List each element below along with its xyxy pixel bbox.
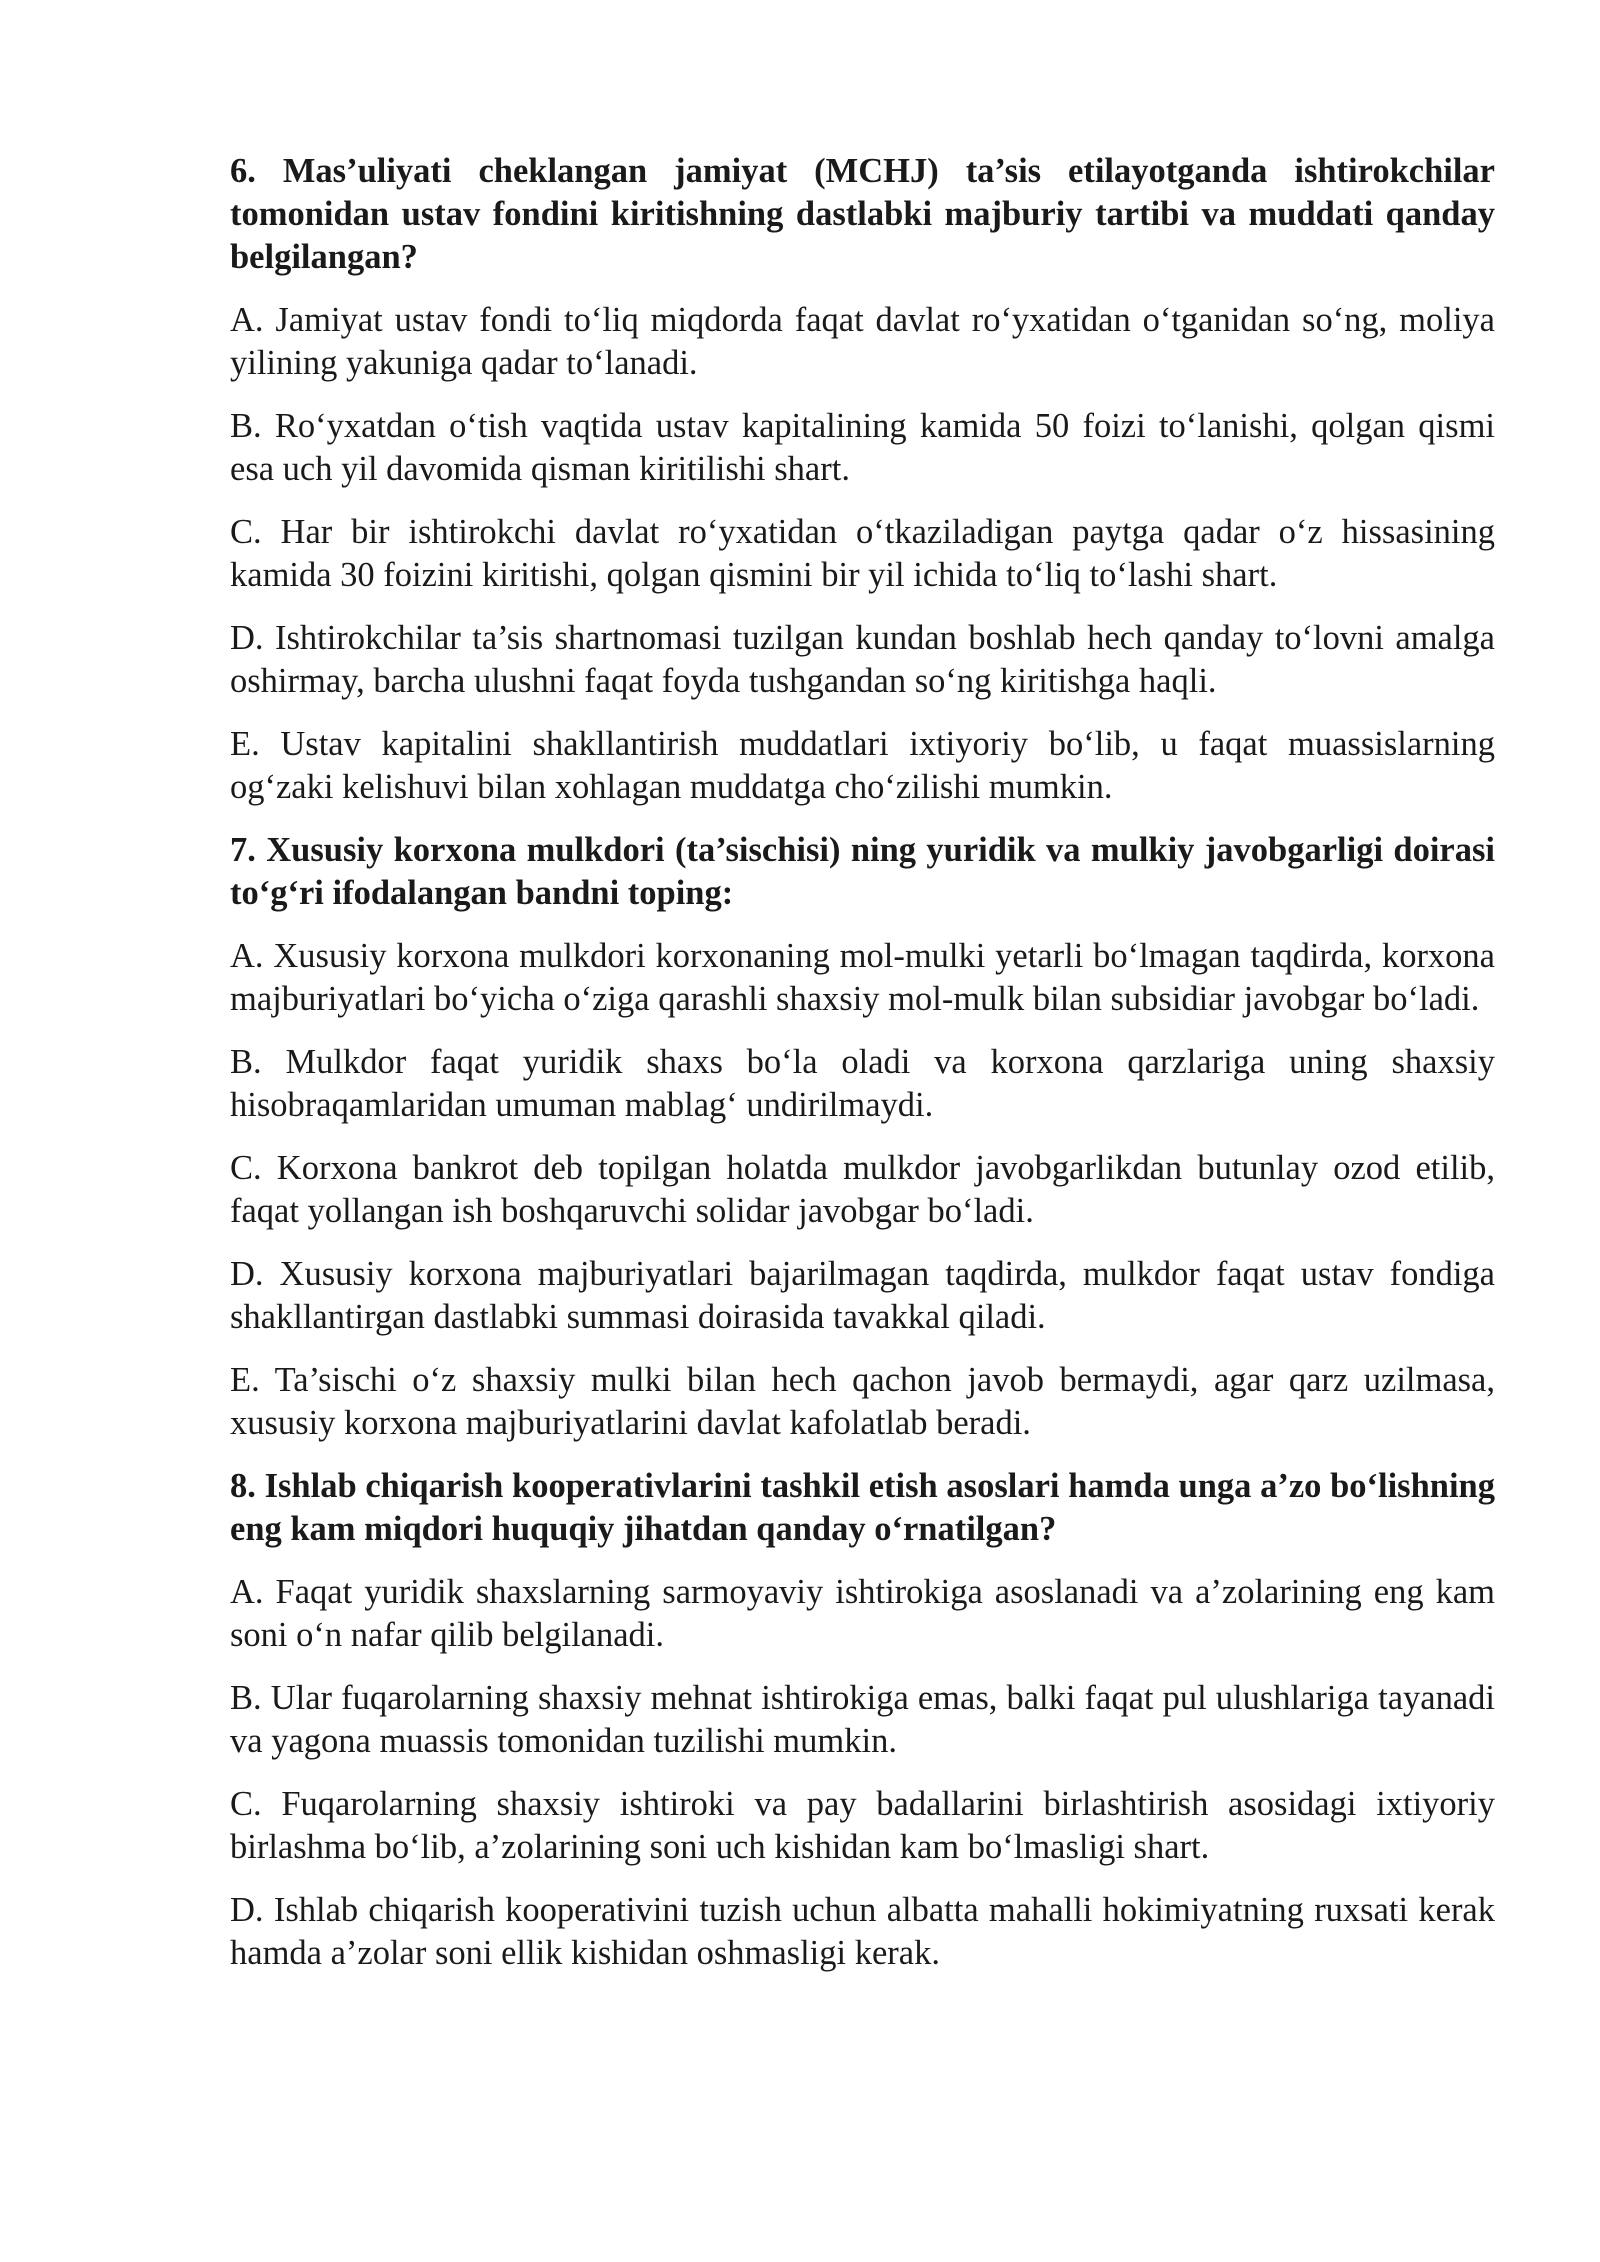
question-7-option-b: B. Mulkdor faqat yuridik shaxs bo‘la oladi va korxona qarzlariga uning shaxsiy hisobraqamlaridan umuman mablag‘ undirilmaydi.: [230, 1043, 1495, 1124]
question-8-option-b: B. Ular fuqarolarning shaxsiy mehnat ishtirokiga emas, balki faqat pul ulushlariga tayanadi va yagona muassis tomonidan tuzilishi mumkin.: [230, 1679, 1495, 1760]
question-6-option-a: A. Jamiyat ustav fondi to‘liq miqdorda faqat davlat ro‘yxatidan o‘tganidan so‘ng, moliya yilining yakuniga qadar to‘lanadi.: [230, 301, 1495, 382]
question-6-option-d: D. Ishtirokchilar ta’sis shartnomasi tuzilgan kundan boshlab hech qanday to‘lovni amalga oshirmay, barcha ulushni faqat foyda tushgandan so‘ng kiritishga haqli.: [230, 619, 1495, 700]
question-8-option-a: A. Faqat yuridik shaxslarning sarmoyaviy ishtirokiga asoslanadi va a’zolarining eng kam soni o‘n nafar qilib belgilanadi.: [230, 1573, 1495, 1654]
question-6: 6. Mas’uliyati cheklangan jamiyat (MCHJ) ta’sis etilayotganda ishtirokchilar tomonidan ustav fondini kiritishning dastlabki majburiy tartibi va muddati qanday belgilangan?: [230, 152, 1495, 276]
question-7-option-a: A. Xususiy korxona mulkdori korxonaning mol-mulki yetarli bo‘lmagan taqdirda, korxona majburiyatlari bo‘yicha o‘ziga qarashli shaxsiy mol-mulk bilan subsidiar javobgar bo‘ladi.: [230, 937, 1495, 1018]
question-6-option-b: B. Ro‘yxatdan o‘tish vaqtida ustav kapitalining kamida 50 foizi to‘lanishi, qolgan qismi esa uch yil davomida qisman kiritilishi shart.: [230, 407, 1495, 488]
question-7-option-c: C. Korxona bankrot deb topilgan holatda mulkdor javobgarlikdan butunlay ozod etilib, faqat yollangan ish boshqaruvchi solidar javobgar bo‘ladi.: [230, 1149, 1495, 1230]
question-8: 8. Ishlab chiqarish kooperativlarini tashkil etish asoslari hamda unga a’zo bo‘lishning eng kam miqdori huquqiy jihatdan qanday o‘rnatilgan?: [230, 1467, 1495, 1548]
question-7-option-e: E. Ta’sischi o‘z shaxsiy mulki bilan hech qachon javob bermaydi, agar qarz uzilmasa, xususiy korxona majburiyatlarini davlat kafolatlab beradi.: [230, 1361, 1495, 1442]
question-6-option-e: E. Ustav kapitalini shakllantirish muddatlari ixtiyoriy bo‘lib, u faqat muassislarning og‘zaki kelishuvi bilan xohlagan muddatga cho‘zilishi mumkin.: [230, 725, 1495, 806]
question-8-option-d: D. Ishlab chiqarish kooperativini tuzish uchun albatta mahalli hokimiyatning ruxsati kerak hamda a’zolar soni ellik kishidan oshmasligi kerak.: [230, 1891, 1495, 1972]
question-7: 7. Xususiy korxona mulkdori (ta’sischisi) ning yuridik va mulkiy javobgarligi doirasi to‘g‘ri ifodalangan bandni toping:: [230, 831, 1495, 912]
question-8-option-c: C. Fuqarolarning shaxsiy ishtiroki va pay badallarini birlashtirish asosidagi ixtiyoriy birlashma bo‘lib, a’zolarining soni uch kishidan kam bo‘lmasligi shart.: [230, 1785, 1495, 1866]
document-page: [230, 150, 1495, 1995]
question-7-option-d: D. Xususiy korxona majburiyatlari bajarilmagan taqdirda, mulkdor faqat ustav fondiga shakllantirgan dastlabki summasi doirasida tavakkal qiladi.: [230, 1255, 1495, 1336]
question-6-option-c: C. Har bir ishtirokchi davlat ro‘yxatidan o‘tkaziladigan paytga qadar o‘z hissasining kamida 30 foizini kiritishi, qolgan qismini bir yil ichida to‘liq to‘lashi shart.: [230, 513, 1495, 594]
